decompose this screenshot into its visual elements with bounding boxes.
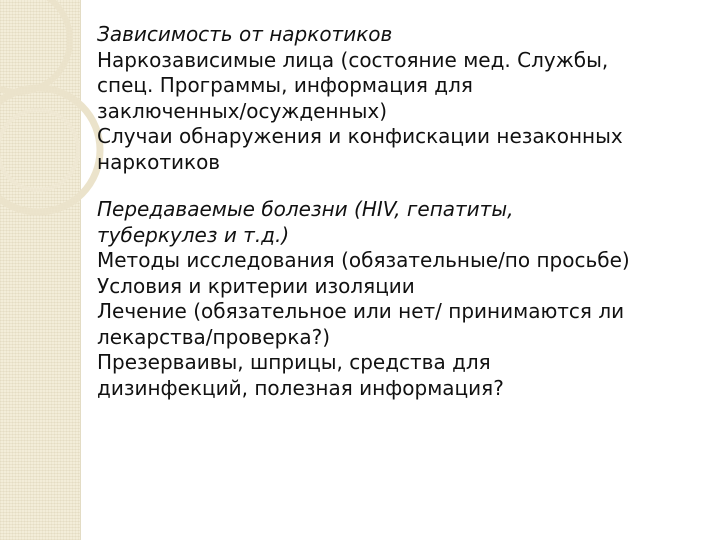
text-line: наркотиков — [97, 149, 221, 174]
text-line: Презерваивы, шприцы, средства для — [97, 350, 491, 374]
decorative-rings — [0, 0, 110, 230]
text-line: лекарства/проверка?) — [97, 324, 331, 349]
ring-top — [0, 0, 70, 92]
text-line: Условия и критерии изоляции — [97, 273, 415, 298]
text-line: спец. Программы, информация для — [97, 73, 473, 97]
text-line: заключенных/осужденных) — [97, 98, 388, 123]
ring-middle — [0, 88, 100, 212]
text-line: Методы исследования (обязательные/по просьбе) — [97, 248, 630, 272]
slide-content — [97, 22, 702, 401]
section-heading-diseases: Передаваемые болезни (HIV, гепатиты, — [97, 197, 514, 221]
section-heading-diseases-cont: туберкулез и т.д.) — [97, 222, 290, 247]
text-line: Наркозависимые лица (состояние мед. Службы, — [97, 47, 609, 72]
text-line: дизинфекций, полезная информация? — [97, 375, 504, 400]
ring-inner — [0, 110, 78, 190]
section-gap — [97, 175, 702, 197]
section-heading-drugs: Зависимость от наркотиков — [97, 22, 393, 46]
text-line: Случаи обнаружения и конфискации незаконных — [97, 124, 623, 148]
text-line: Лечение (обязательное или нет/ принимаются ли — [97, 299, 625, 323]
